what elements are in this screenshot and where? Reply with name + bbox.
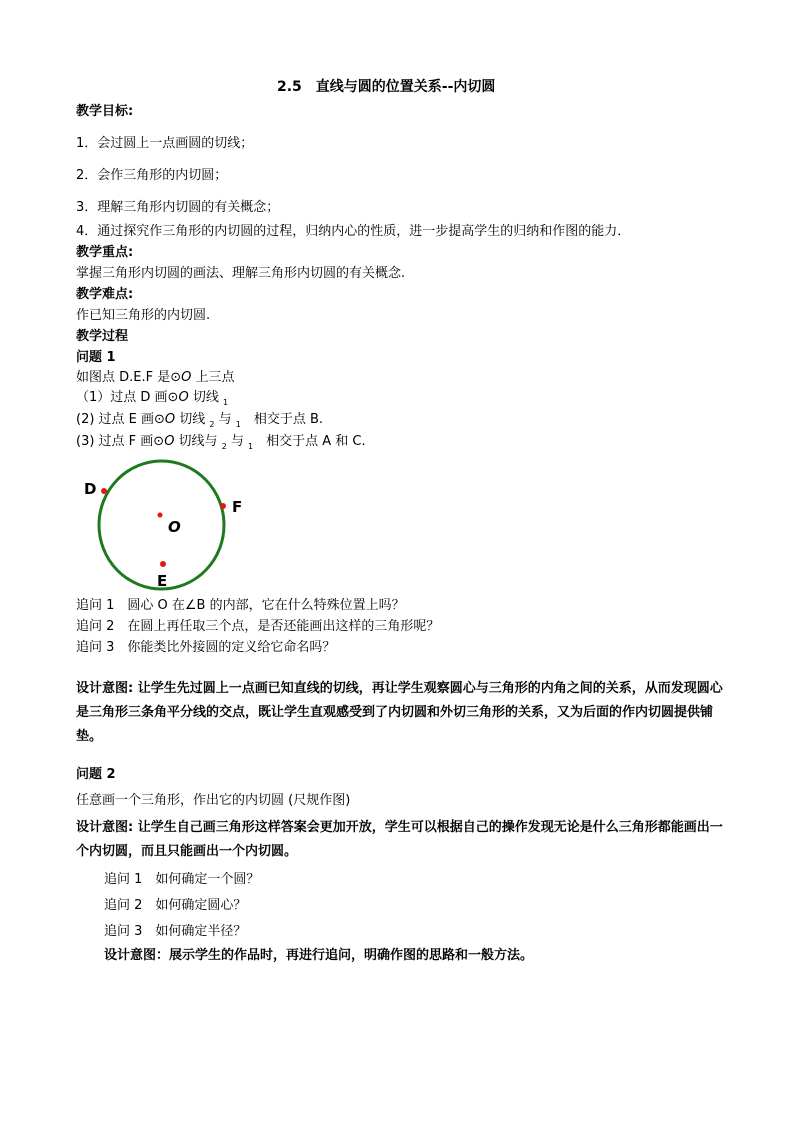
circle-figure [76,450,256,595]
problem1-followup: 追问 1 圆心 O 在∠B 的内部，它在什么特殊位置上吗？ [76,598,405,613]
problem1-step: (2) 过点 E 画⊙O 切线 $_2$ 与 $_1$ 相交于点 B. [76,412,324,429]
point-o [158,513,163,518]
goals-heading: 教学目标: [76,104,134,119]
goal-item: 4．通过探究作三角形的内切圆的过程，归纳内心的性质，进一步提高学生的归纳和作图的能力． [76,224,631,239]
process-heading: 教学过程 [76,329,129,344]
problem1-heading: 问题 1 [76,350,116,365]
difficulty-text: 作已知三角形的内切圆. [76,308,211,323]
problem2-text: 任意画一个三角形，作出它的内切圆 (尺规作图) [76,793,351,808]
circle-o [99,461,224,589]
key-point-heading: 教学重点: [76,245,134,260]
goal-item: 1．会过圆上一点画圆的切线； [76,136,254,151]
point-e [160,561,166,567]
problem1-intro: 如图点 D.E.F 是⊙O 上三点 [76,370,235,385]
difficulty-heading: 教学难点: [76,287,134,302]
problem1-step: (3) 过点 F 画⊙O 切线与 $_2$ 与 $_1$ 相交于点 A 和 C. [76,434,366,451]
point-f [220,503,226,509]
problem1-followup: 追问 3 你能类比外接圆的定义给它命名吗？ [76,640,336,655]
label-e: E [157,572,168,590]
page-title: 2.5 直线与圆的位置关系--内切圆 [277,79,496,95]
label-o: O [168,518,181,536]
label-f: F [232,498,243,516]
label-d: D [84,480,97,498]
problem2-heading: 问题 2 [76,767,116,782]
key-point-text: 掌握三角形内切圆的画法、理解三角形内切圆的有关概念. [76,266,406,281]
problem2-design-intent-2: 设计意图：展示学生的作品时，再进行追问，明确作图的思路和一般方法。 [104,948,534,963]
problem2-followup: 追问 2 如何确定圆心？ [104,898,247,913]
problem2-design-intent: 设计意图: 让学生自己画三角形这样答案会更加开放，学生可以根据自己的操作发现无论是什么三角形都能画出一个内切圆，而且只能画出一个内切圆。 [76,820,723,859]
goal-item: 3．理解三角形内切圆的有关概念； [76,200,280,215]
problem2-followup: 追问 3 如何确定半径？ [104,924,247,939]
problem1-step: （1）过点 D 画⊙O 切线 $_1$ [76,390,229,407]
problem1-followup: 追问 2 在圆上再任取三个点，是否还能画出这样的三角形呢？ [76,619,440,634]
problem1-design-intent: 设计意图: 让学生先过圆上一点画已知直线的切线，再让学生观察圆心与三角形的内角之间的关系，从而发现圆心是三角形三条角平分线的交点，既让学生直观感受到了内切圆和外切三角形的关系，又为后面的作内切圆提供铺垫。 [76,681,723,744]
point-d [101,488,107,494]
problem2-followup: 追问 1 如何确定一个圆？ [104,872,260,887]
goal-item: 2．会作三角形的内切圆； [76,168,228,183]
